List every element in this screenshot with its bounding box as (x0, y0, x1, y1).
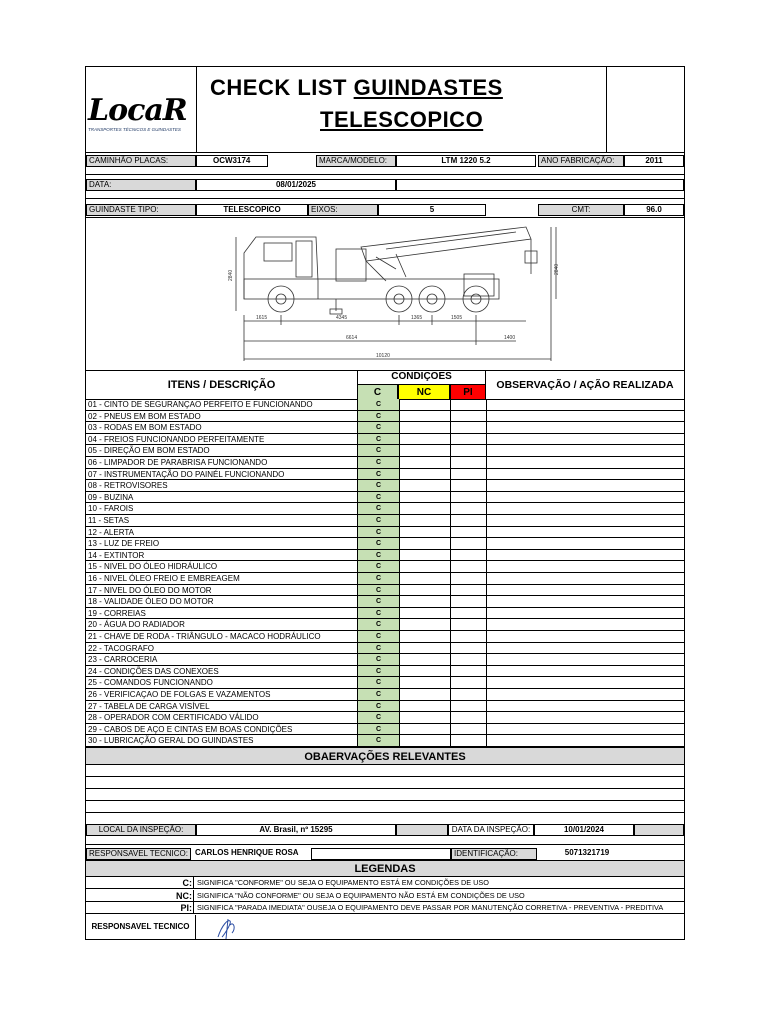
table-row (86, 480, 684, 492)
chassis (244, 279, 499, 299)
dim-2: 4345 (336, 315, 348, 321)
status-c-cell[interactable]: C (357, 399, 400, 410)
title-part-b: GUINDASTES (353, 75, 503, 100)
crane-cabin (336, 249, 366, 281)
resp-blank (311, 848, 451, 860)
status-pi-cell[interactable] (450, 411, 487, 422)
item-label: 08 - RETROVISORES (88, 481, 168, 491)
status-nc-cell[interactable] (398, 608, 451, 619)
table-row (86, 434, 684, 446)
status-pi-cell[interactable] (450, 550, 487, 561)
local-blank (396, 824, 448, 836)
status-c-cell[interactable]: C (357, 411, 400, 422)
status-nc-cell[interactable] (398, 701, 451, 712)
item-label: 05 - DIREÇÃO EM BOM ESTADO (88, 446, 210, 456)
table-row (86, 689, 684, 701)
legend-key: NC: (86, 890, 194, 901)
header-divider-right (606, 67, 607, 152)
signature-label: RESPONSAVEL TECNICO (86, 915, 196, 939)
page-title-line1 (210, 75, 503, 101)
status-c-cell[interactable]: C (357, 492, 400, 503)
table-row (86, 677, 684, 689)
status-pi-cell[interactable] (450, 596, 487, 607)
logo (88, 95, 196, 135)
table-row (86, 619, 684, 631)
legend-row (86, 877, 684, 889)
item-label: 21 - CHAVE DE RODA - TRIÂNGULO - MACACO HODRÁULICO (88, 632, 321, 641)
status-pi-cell[interactable] (450, 527, 487, 538)
status-c-cell[interactable]: C (357, 677, 400, 688)
tipo-label: GUINDASTE TIPO: (86, 204, 196, 216)
status-c-cell[interactable]: C (357, 561, 400, 572)
status-c-cell[interactable]: C (357, 631, 400, 642)
status-pi-cell[interactable] (450, 515, 487, 526)
status-c-cell[interactable]: C (357, 689, 400, 700)
status-c-cell[interactable]: C (357, 654, 400, 665)
item-label: 22 - TACOGRAFO (88, 643, 154, 653)
status-nc-cell[interactable] (398, 503, 451, 514)
col-pi-header: PI (450, 384, 486, 400)
cmt-label: CMT: (538, 204, 624, 216)
status-c-cell[interactable]: C (357, 701, 400, 712)
dim-6: 1400 (504, 335, 516, 341)
status-c-cell[interactable]: C (357, 422, 400, 433)
status-nc-cell[interactable] (398, 457, 451, 468)
item-label: 16 - NIVEL ÓLEO FREIO E EMBREAGEM (88, 574, 240, 583)
table-row (86, 411, 684, 423)
crane-diagram (226, 219, 561, 365)
item-label: 30 - LUBRICAÇÃO GERAL DO GUINDASTES (88, 736, 254, 746)
status-pi-cell[interactable] (450, 631, 487, 642)
item-label: 14 - EXTINTOR (88, 550, 145, 560)
logo-text: LocaR (88, 93, 187, 128)
legend-row (86, 890, 684, 902)
legend-row (86, 902, 684, 914)
status-nc-cell[interactable] (398, 445, 451, 456)
status-nc-cell[interactable] (398, 561, 451, 572)
dim-4: 1505 (451, 315, 463, 321)
table-row (86, 654, 684, 666)
status-pi-cell[interactable] (450, 666, 487, 677)
item-label: 19 - CORREIAS (88, 608, 146, 618)
status-pi-cell[interactable] (450, 469, 487, 480)
status-pi-cell[interactable] (450, 619, 487, 630)
marca-value: LTM 1220 5.2 (396, 155, 536, 167)
item-label: 06 - LIMPADOR DE PARABRISA FUNCIONANDO (88, 458, 268, 467)
local-label: LOCAL DA INSPEÇÃO: (86, 824, 196, 836)
item-label: 07 - INSTRUMENTAÇÃO DO PAINÉL FUNCIONANDO (88, 469, 285, 479)
table-row (86, 735, 684, 747)
status-pi-cell[interactable] (450, 724, 487, 735)
status-pi-cell[interactable] (450, 445, 487, 456)
item-label: 24 - CONDIÇÕES DAS CONEXOES (88, 666, 219, 676)
item-label: 01 - CINTO DE SEGURANÇAO PERFEITO E FUNCIONANDO (88, 400, 313, 409)
dim-1: 1615 (256, 315, 268, 321)
rear-box (464, 274, 494, 296)
resp-value: CARLOS HENRIQUE ROSA (195, 848, 299, 857)
table-row (86, 701, 684, 713)
status-pi-cell[interactable] (450, 457, 487, 468)
col-condicoes-header: CONDIÇOES (357, 370, 486, 384)
table-row (86, 469, 684, 481)
table-row (86, 492, 684, 504)
data-insp-label: DATA DA INSPEÇÃO: (448, 824, 534, 836)
status-c-cell[interactable]: C (357, 666, 400, 677)
status-pi-cell[interactable] (450, 538, 487, 549)
status-c-cell[interactable]: C (357, 527, 400, 538)
checklist-items (86, 399, 684, 747)
header-divider-left (196, 67, 197, 152)
col-nc-header: NC (398, 384, 450, 400)
status-nc-cell[interactable] (398, 735, 451, 746)
status-nc-cell[interactable] (398, 689, 451, 700)
status-nc-cell[interactable] (398, 677, 451, 688)
ident-label: IDENTIFICAÇÃO: (451, 848, 537, 860)
status-c-cell[interactable]: C (357, 712, 400, 723)
status-pi-cell[interactable] (450, 503, 487, 514)
col-c-header: C (357, 384, 398, 400)
status-pi-cell[interactable] (450, 643, 487, 654)
table-row (86, 573, 684, 585)
table-row (86, 631, 684, 643)
resp-label: RESPONSAVEL TECNICO: (86, 848, 191, 860)
status-pi-cell[interactable] (450, 701, 487, 712)
status-nc-cell[interactable] (398, 573, 451, 584)
status-pi-cell[interactable] (450, 573, 487, 584)
table-row (86, 515, 684, 527)
item-label: 29 - CABOS DE AÇO E CINTAS EM BOAS CONDIÇÕES (88, 724, 293, 734)
item-label: 13 - LUZ DE FREIO (88, 539, 160, 549)
status-c-cell[interactable]: C (357, 515, 400, 526)
item-label: 26 - VERIFICAÇAO DE FOLGAS E VAZAMENTOS (88, 690, 271, 699)
eixos-label: EIXOS: (308, 204, 378, 216)
status-nc-cell[interactable] (398, 469, 451, 480)
table-row (86, 550, 684, 562)
status-pi-cell[interactable] (450, 689, 487, 700)
legend-text: SIGNIFICA "CONFORME" OU SEJA O EQUIPAMENTO ESTÁ EM CONDIÇÕES DE USO (197, 878, 489, 887)
table-row (86, 596, 684, 608)
ano-value: 2011 (624, 155, 684, 167)
item-label: 11 - SETAS (88, 516, 130, 525)
dim-3: 1365 (411, 315, 423, 321)
status-pi-cell[interactable] (450, 677, 487, 688)
tipo-value: TELESCOPICO (196, 204, 308, 216)
status-nc-cell[interactable] (398, 712, 451, 723)
dim-7: 10120 (376, 353, 390, 359)
cab-window (264, 243, 292, 261)
status-nc-cell[interactable] (398, 631, 451, 642)
status-nc-cell[interactable] (398, 550, 451, 561)
status-nc-cell[interactable] (398, 434, 451, 445)
legend-text: SIGNIFICA "PARADA IMEDIATA" OUSEJA O EQUIPAMENTO DEVE PASSAR POR MANUTENÇÃO CORRETIVA - PREVENTIVA - PREDITIVA (197, 903, 664, 912)
status-c-cell[interactable]: C (357, 573, 400, 584)
status-nc-cell[interactable] (398, 724, 451, 735)
legend-key: C: (86, 877, 194, 888)
data-label: DATA: (86, 179, 196, 191)
status-pi-cell[interactable] (450, 608, 487, 619)
legend-text: SIGNIFICA "NÃO CONFORME" OU SEJA O EQUIPAMENTO NÃO ESTÁ EM CONDIÇÕES DE USO (197, 890, 525, 900)
signature (210, 915, 250, 941)
item-label: 28 - OPERADOR COM CERTIFICADO VÁLIDO (88, 713, 259, 723)
status-pi-cell[interactable] (450, 561, 487, 572)
table-row (86, 643, 684, 655)
page-title-line2: TELESCOPICO (320, 107, 484, 132)
table-row (86, 445, 684, 457)
item-label: 02 - PNEUS EM BOM ESTADO (88, 411, 201, 421)
table-row (86, 608, 684, 620)
item-label: 03 - RODAS EM BOM ESTADO (88, 423, 202, 433)
cab-door (296, 241, 312, 277)
status-nc-cell[interactable] (398, 585, 451, 596)
status-nc-cell[interactable] (398, 619, 451, 630)
data-insp-blank (634, 824, 684, 836)
status-c-cell[interactable]: C (357, 724, 400, 735)
boom (361, 227, 531, 261)
item-label: 12 - ALERTA (88, 527, 134, 537)
status-pi-cell[interactable] (450, 735, 487, 746)
status-c-cell[interactable]: C (357, 550, 400, 561)
item-label: 20 - ÁGUA DO RADIADOR (88, 620, 185, 630)
item-label: 23 - CARROCERIA (88, 655, 158, 665)
placas-value: OCW3174 (196, 155, 268, 167)
cmt-value: 96.0 (624, 204, 684, 216)
status-c-cell[interactable]: C (357, 585, 400, 596)
logo-subtitle: TRANSPORTES TÉCNICOS E GUINDASTES (88, 127, 181, 132)
status-c-cell[interactable]: C (357, 619, 400, 630)
table-row (86, 561, 684, 573)
item-label: 09 - BUZINA (88, 492, 134, 502)
dim-8: 2840 (228, 269, 234, 281)
title-part-a: CHECK LIST (210, 75, 354, 100)
data-value: 08/01/2025 (196, 179, 396, 191)
status-c-cell[interactable]: C (357, 445, 400, 456)
table-row (86, 538, 684, 550)
table-row (86, 585, 684, 597)
status-c-cell[interactable]: C (357, 735, 400, 746)
table-row (86, 457, 684, 469)
item-label: 04 - FREIOS FUNCIONANDO PERFEITAMENTE (88, 434, 265, 444)
table-row (86, 724, 684, 736)
status-c-cell[interactable]: C (357, 434, 400, 445)
eixos-value: 5 (378, 204, 486, 216)
status-nc-cell[interactable] (398, 596, 451, 607)
item-label: 10 - FAROIS (88, 504, 134, 514)
item-label: 15 - NIVEL DO ÓLEO HIDRÁULICO (88, 562, 218, 572)
placas-label: CAMINHÃO PLACAS: (86, 155, 196, 167)
status-pi-cell[interactable] (450, 422, 487, 433)
status-nc-cell[interactable] (398, 411, 451, 422)
table-row (86, 503, 684, 515)
status-nc-cell[interactable] (398, 492, 451, 503)
status-pi-cell[interactable] (450, 480, 487, 491)
item-label: 17 - NIVEL DO ÓLEO DO MOTOR (88, 585, 212, 595)
table-row (86, 422, 684, 434)
legendas-title: LEGENDAS (86, 860, 684, 877)
item-label: 25 - COMANDOS FUNCIONANDO (88, 678, 213, 688)
dim-5: 6614 (346, 335, 358, 341)
table-row (86, 399, 684, 411)
status-pi-cell[interactable] (450, 492, 487, 503)
status-c-cell[interactable]: C (357, 503, 400, 514)
checklist-sheet (85, 66, 685, 940)
status-pi-cell[interactable] (450, 585, 487, 596)
status-c-cell[interactable]: C (357, 596, 400, 607)
legend-list (86, 877, 684, 915)
col-items-header: ITENS / DESCRIÇÃO (167, 379, 276, 391)
status-c-cell[interactable]: C (357, 457, 400, 468)
table-row (86, 527, 684, 539)
status-pi-cell[interactable] (450, 399, 487, 410)
status-nc-cell[interactable] (398, 515, 451, 526)
status-nc-cell[interactable] (398, 480, 451, 491)
status-c-cell[interactable]: C (357, 643, 400, 654)
table-row (86, 666, 684, 678)
item-label: 18 - VALIDADE ÓLEO DO MOTOR (88, 597, 214, 607)
dim-9: 2840 (554, 263, 560, 275)
ano-label: ANO FABRICAÇÃO: (538, 155, 624, 167)
ident-value: 5071321719 (564, 848, 610, 857)
table-row (86, 712, 684, 724)
status-pi-cell[interactable] (450, 654, 487, 665)
status-pi-cell[interactable] (450, 712, 487, 723)
observacoes-title: OBAERVAÇÕES RELEVANTES (86, 747, 684, 765)
legend-key: PI: (86, 902, 194, 913)
status-c-cell[interactable]: C (357, 480, 400, 491)
local-value: AV. Brasil, nº 15295 (196, 824, 396, 836)
status-nc-cell[interactable] (398, 666, 451, 677)
status-c-cell[interactable]: C (357, 538, 400, 549)
status-nc-cell[interactable] (398, 643, 451, 654)
status-nc-cell[interactable] (398, 399, 451, 410)
data-insp-value: 10/01/2024 (534, 824, 634, 836)
col-obs-header: OBSERVAÇÃO / AÇÃO REALIZADA (496, 379, 674, 391)
status-nc-cell[interactable] (398, 538, 451, 549)
status-c-cell[interactable]: C (357, 469, 400, 480)
status-pi-cell[interactable] (450, 434, 487, 445)
status-nc-cell[interactable] (398, 654, 451, 665)
cab (244, 237, 318, 299)
data-blank (396, 179, 684, 191)
status-nc-cell[interactable] (398, 527, 451, 538)
status-nc-cell[interactable] (398, 422, 451, 433)
marca-label: MARCA/MODELO: (316, 155, 396, 167)
status-c-cell[interactable]: C (357, 608, 400, 619)
item-label: 27 - TABELA DE CARGA VISÍVEL (88, 701, 210, 711)
